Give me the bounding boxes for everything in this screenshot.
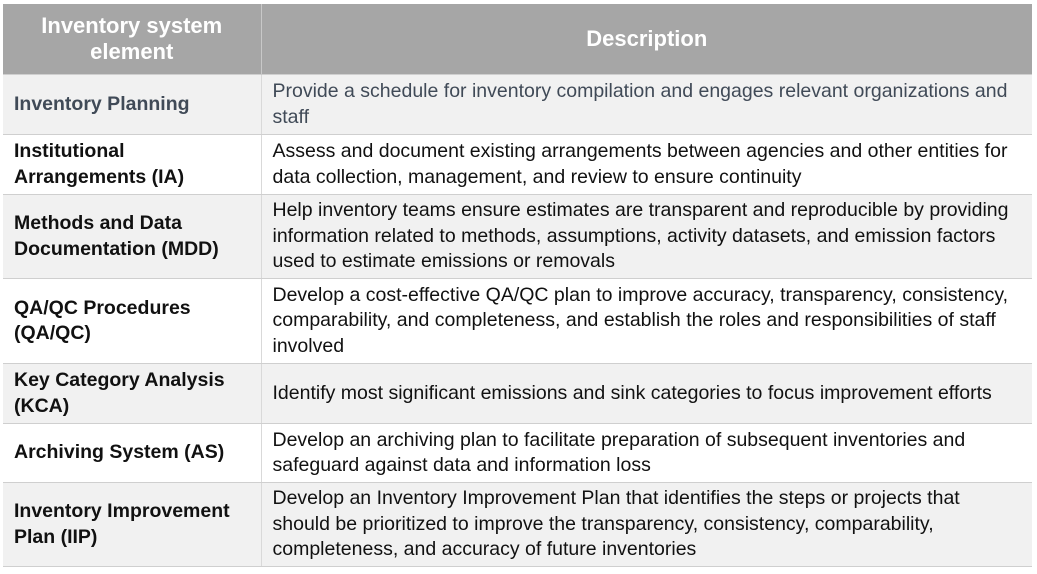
table-header-row <box>3 4 1032 75</box>
description-cell: Provide a schedule for inventory compilation and engages relevant organizations and staff <box>261 75 1032 135</box>
description-cell: Help inventory teams ensure estimates are transparent and reproducible by providing information related to methods, assumptions, activity datasets, and emission factors used to estimate emissions or removals <box>261 195 1032 279</box>
element-cell: Institutional Arrangements (IA) <box>3 135 261 195</box>
header-description: Description <box>261 4 1032 75</box>
element-cell: Archiving System (AS) <box>3 424 261 483</box>
element-cell: Key Category Analysis (KCA) <box>3 364 261 424</box>
table-row <box>3 75 1032 135</box>
element-cell: Inventory Improvement Plan (IIP) <box>3 483 261 567</box>
description-cell: Assess and document existing arrangements between agencies and other entities for data collection, management, and review to ensure continuity <box>261 135 1032 195</box>
table-row <box>3 135 1032 195</box>
element-cell: QA/QC Procedures (QA/QC) <box>3 279 261 364</box>
description-cell: Identify most significant emissions and sink categories to focus improvement efforts <box>261 364 1032 424</box>
element-cell: Inventory Planning <box>3 75 261 135</box>
table-row <box>3 195 1032 279</box>
table-row <box>3 279 1032 364</box>
table-row <box>3 424 1032 483</box>
header-element: Inventory system element <box>3 4 261 75</box>
element-cell: Methods and Data Documentation (MDD) <box>3 195 261 279</box>
description-cell: Develop a cost-effective QA/QC plan to improve accuracy, transparency, consistency, comparability, and completeness, and establish the roles and responsibilities of staff involved <box>261 279 1032 364</box>
inventory-system-table <box>3 4 1032 567</box>
inventory-system-table-container <box>3 4 1032 567</box>
table-row <box>3 364 1032 424</box>
table-row <box>3 483 1032 567</box>
description-cell: Develop an archiving plan to facilitate preparation of subsequent inventories and safeguard against data and information loss <box>261 424 1032 483</box>
description-cell: Develop an Inventory Improvement Plan that identifies the steps or projects that should be prioritized to improve the transparency, consistency, comparability, completeness, and accuracy of future inventories <box>261 483 1032 567</box>
